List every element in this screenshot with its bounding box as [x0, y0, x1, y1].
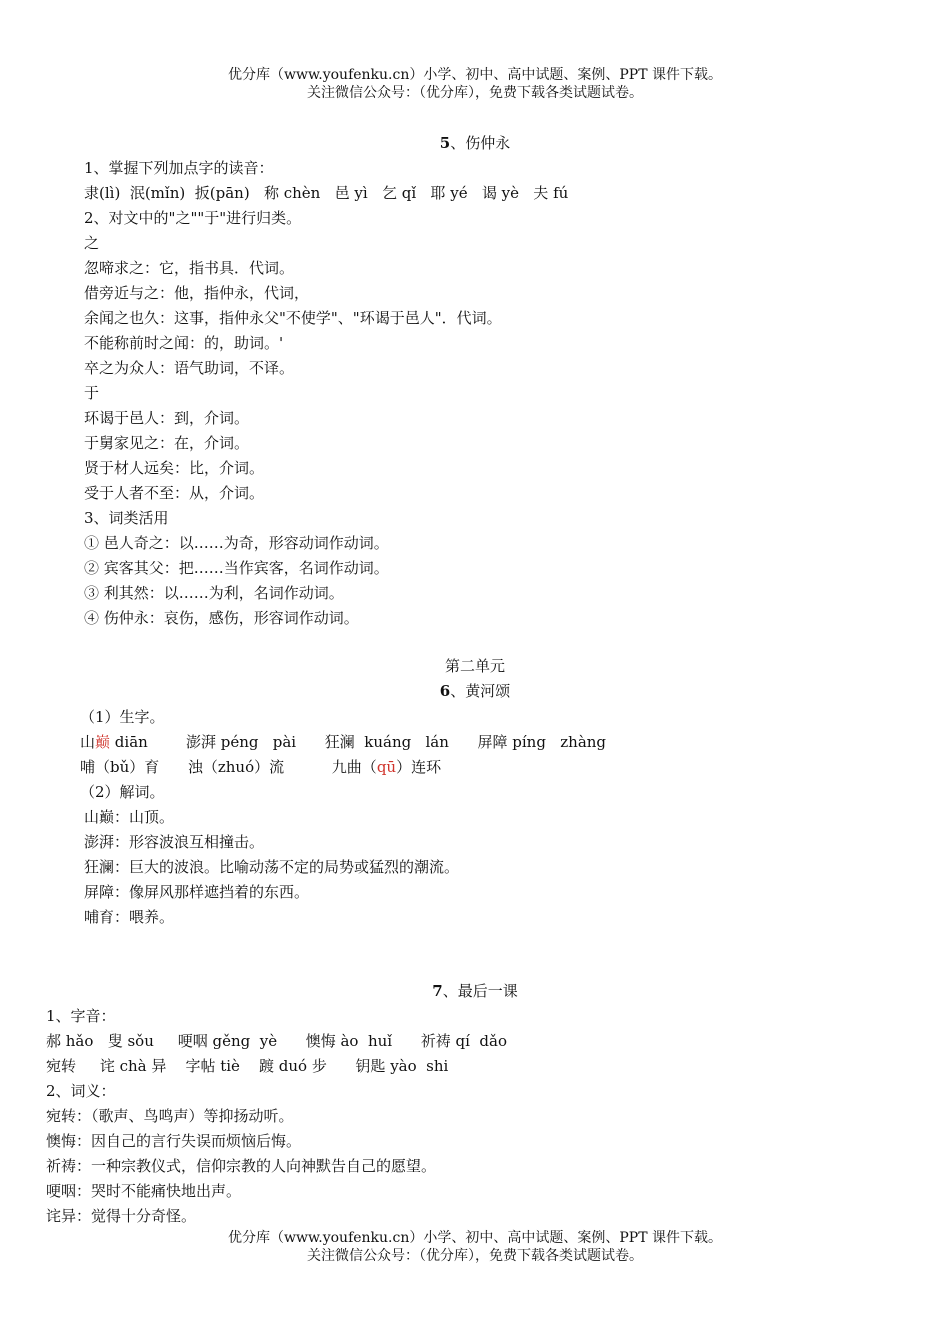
s5-line: 环谒于邑人：到，介词。	[84, 409, 250, 427]
section-6-number: 6	[439, 682, 451, 700]
s7-line: 宛转：（歌声、鸟鸣声）等抑扬动听。	[46, 1107, 294, 1125]
s5-line: 于舅家见之：在，介词。	[84, 434, 250, 452]
section-7-title	[0, 982, 950, 1000]
unit-2-heading: 第二单元	[444, 657, 505, 675]
s6-line	[80, 758, 441, 776]
section-7-number: 7	[432, 982, 443, 1000]
s6-line: （1）生字。	[80, 708, 165, 726]
section-6-title	[0, 682, 950, 700]
s7-line: 2、词义：	[46, 1082, 116, 1100]
header-line-2: 关注微信公众号：（优分库），免费下载各类试题试卷。	[307, 85, 643, 101]
s6-line: 哺育：喂养。	[84, 908, 175, 926]
s5-line: 不能称前时之闻：的，助词。'	[84, 334, 284, 352]
s6-highlighted-pinyin: qū	[376, 758, 397, 776]
s5-line: 借旁近与之：他，指仲永，代词，	[84, 284, 310, 302]
s7-line: 郝 hǎo 叟 sǒu 哽咽 gěng yè 懊悔 ào huǐ 祈祷 qí dǎo	[46, 1032, 507, 1050]
s6-text: 哺（bǔ）育 浊（zhuó）流 九曲（	[80, 758, 377, 776]
s7-line: 懊悔：因自己的言行失误而烦恼后悔。	[46, 1132, 302, 1150]
s6-line: 山巅：山顶。	[84, 808, 175, 826]
s5-line: 贤于材人远矣：比，介词。	[84, 459, 265, 477]
s6-highlighted-char: 巅	[95, 733, 111, 751]
s7-line: 哽咽：哭时不能痛快地出声。	[46, 1182, 242, 1200]
s5-line: 之	[84, 234, 100, 252]
s5-line: ④ 伤仲永：哀伤，感伤，形容词作动词。	[84, 609, 359, 627]
s6-line	[80, 733, 606, 751]
s5-line: 3、词类活用	[84, 509, 169, 527]
s5-line: 卒之为众人：语气助词，不译。	[84, 359, 295, 377]
section-7-title-text: 、最后一课	[442, 982, 518, 1000]
s6-line: 狂澜：巨大的波浪。比喻动荡不定的局势或猛烈的潮流。	[84, 858, 460, 876]
header-line-1: 优分库（www.youfenku.cn）小学、初中、高中试题、案例、PPT 课件下载。	[227, 67, 722, 83]
s6-line: 澎湃：形容波浪互相撞击。	[84, 833, 265, 851]
s5-line: 忽啼求之：它，指书具．代词。	[84, 259, 295, 277]
footer-line-1: 优分库（www.youfenku.cn）小学、初中、高中试题、案例、PPT 课件下载。	[227, 1230, 722, 1246]
s5-line: 2、对文中的"之""于"进行归类。	[84, 209, 302, 227]
s7-line: 诧异：觉得十分奇怪。	[46, 1207, 197, 1225]
section-5-title	[0, 134, 950, 152]
s5-line: ③ 利其然：以……为利，名词作动词。	[84, 584, 344, 602]
s5-line: 受于人者不至：从，介词。	[84, 484, 265, 502]
section-5-title-text: 、伤仲永	[450, 134, 511, 152]
s6-line: 屏障：像屏风那样遮挡着的东西。	[84, 883, 310, 901]
s7-line: 祈祷：一种宗教仪式，信仰宗教的人向神默告自己的愿望。	[46, 1157, 437, 1175]
s6-text: 山	[80, 733, 96, 751]
s6-line: （2）解词。	[80, 783, 165, 801]
s5-line: 隶(lì) 泯(mǐn) 扳(pān) 称 chèn 邑 yì 乞 qǐ 耶 yé 谒 yè 夫 fú	[84, 184, 569, 202]
s6-text: ）连环	[396, 758, 442, 776]
footer-line-2: 关注微信公众号：（优分库），免费下载各类试题试卷。	[307, 1248, 643, 1264]
s5-line: 1、掌握下列加点字的读音：	[84, 159, 274, 177]
s5-line: ② 宾客其父：把……当作宾客，名词作动词。	[84, 559, 389, 577]
s6-text: diān 澎湃 péng pài 狂澜 kuáng lán 屏障 píng zhàng	[110, 733, 607, 751]
s5-line: 于	[84, 384, 100, 402]
section-6-title-text: 、黄河颂	[450, 682, 511, 700]
section-5-number: 5	[439, 134, 451, 152]
s5-line: ① 邑人奇之：以……为奇，形容动词作动词。	[84, 534, 389, 552]
s7-line: 宛转 诧 chà 异 字帖 tiè 踱 duó 步 钥匙 yào shi	[46, 1057, 449, 1075]
s5-line: 余闻之也久：这事，指仲永父"不使学"、"环谒于邑人"．代词。	[84, 309, 502, 327]
s7-line: 1、字音：	[46, 1007, 116, 1025]
